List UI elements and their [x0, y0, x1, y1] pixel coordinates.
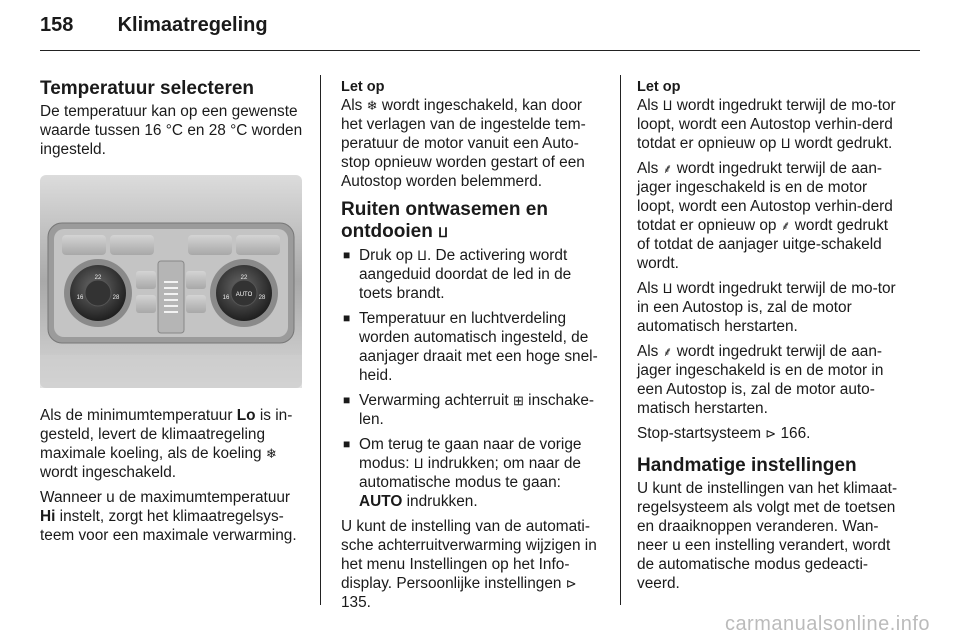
column-2 — [341, 78, 605, 618]
watermark: carmanualsonline.info — [724, 613, 930, 635]
seat-fan-icon: ⸙ — [780, 218, 791, 233]
stop-start-reference: Stop-startsysteem ⊳ 166. — [637, 425, 811, 442]
note-label: Let op — [341, 79, 385, 95]
defrost-icon: ⵡ — [780, 136, 791, 151]
right-dial-auto: AUTO — [235, 292, 253, 298]
note-fan-autostop: Als ⸙ wordt ingedrukt terwijl de aan-jager ingeschakeld is en de motor in een Autostop is, zal de motor auto-matisch herstarten. — [637, 343, 884, 417]
right-dial-high: 28 — [258, 295, 266, 301]
column-1 — [40, 78, 304, 551]
climate-panel-photo — [40, 175, 302, 388]
left-dial-low: 16 — [76, 295, 84, 301]
note-defrost-autostop: Als ⵡ wordt ingedrukt terwijl de mo-tor in een Autostop is, zal de motor automatisch herstarten. — [637, 280, 896, 335]
page-header — [40, 14, 268, 37]
column-divider-1 — [320, 75, 321, 605]
reference-arrow-icon: ⊳ — [565, 576, 577, 591]
defrost-icon: ⵡ — [413, 456, 424, 471]
defrost-icon: ⵡ — [438, 225, 448, 240]
list-item: ■ Verwarming achterruit ⊞ inschake-len. — [341, 391, 605, 429]
note-defrost-running: Als ⵡ wordt ingedrukt terwijl de mo-tor loopt, wordt een Autostop verhin-derd totdat er opnieuw op ⵡ wordt gedrukt. — [637, 97, 896, 152]
defrost-steps-list — [341, 246, 605, 511]
list-item: ■ Om terug te gaan naar de vorige modus: ⵡ indrukken; om naar de automatische modus te gaan: AUTO indrukken. — [341, 435, 605, 511]
hi-label: Hi — [40, 508, 56, 525]
chapter-title: Klimaatregeling — [117, 14, 268, 36]
defrost-icon: ⵡ — [662, 98, 673, 113]
list-item: ■ Temperatuur en luchtverdeling worden automatisch ingesteld, de aanjager draait met een hoge snel-heid. — [341, 309, 605, 385]
rear-window-heating-icon: ⊞ — [512, 393, 524, 408]
seat-fan-icon: ⸙ — [662, 344, 673, 359]
column-divider-2 — [620, 75, 621, 605]
lo-label: Lo — [236, 407, 256, 424]
note-fan-running: Als ⸙ wordt ingedrukt terwijl de aan-jager ingeschakeld is en de motor loopt, wordt een Autostop verhin-derd totdat er opnieuw op ⸙ wordt gedrukt of totdat de aanjager uitge-schakeld wordt. — [637, 160, 893, 272]
defrost-icon: ⵡ — [662, 281, 673, 296]
intro-text: De temperatuur kan op een gewenste waarde tussen 16 °C en 28 °C worden ingesteld. — [40, 103, 303, 158]
list-item: ■ Druk op ⵡ. De activering wordt aangeduid doordat de led in de toets brandt. — [341, 246, 605, 303]
defrost-icon: ⵡ — [417, 248, 427, 263]
right-dial-top: 22 — [240, 275, 248, 281]
column-3 — [637, 78, 905, 599]
reference-arrow-icon: ⊳ — [765, 426, 777, 441]
page-number: 158 — [40, 14, 74, 36]
snowflake-icon: ❄ — [265, 446, 277, 461]
seat-fan-icon: ⸙ — [662, 161, 673, 176]
climate-panel-illustration — [40, 175, 302, 388]
right-dial-low: 16 — [222, 295, 230, 301]
left-dial-high: 28 — [112, 295, 120, 301]
section-heading-temperature: Temperatuur selecteren — [40, 78, 255, 99]
note-ac-autostop: Als ❄ wordt ingeschakeld, kan door het verlagen van de ingestelde tem-peratuur de motor vanuit een Auto-stop opnieuw worden gestart of een Autostop worden belemmerd. — [341, 97, 586, 190]
section-heading-manual: Handmatige instellingen — [637, 455, 857, 476]
left-dial-top: 22 — [94, 275, 102, 281]
auto-label: AUTO — [359, 493, 403, 510]
note-label: Let op — [637, 79, 681, 95]
manual-settings-text: U kunt de instellingen van het klimaat-regelsysteem als volgt met de toetsen en draaiknoppen veranderen. Wan-neer u een instelling verandert, wordt de automatische modus gedeacti-veerd. — [637, 480, 898, 592]
paragraph-maximum-temperature: Wanneer u de maximumtemperatuur Hi instelt, zorgt het klimaatregelsys-teem voor een maximale verwarming. — [40, 489, 297, 544]
paragraph-rear-window-setting: U kunt de instelling van de automati-sche achterruitverwarming wijzigen in het menu Instellingen op het Info-display. Persoonlijke instellingen ⊳ 135. — [341, 518, 597, 611]
snowflake-icon: ❄ — [366, 98, 378, 113]
paragraph-minimum-temperature: Als de minimumtemperatuur Lo is in-gesteld, levert de klimaatregeling maximale koeling, als de koeling ❄ wordt ingeschakeld. — [40, 407, 293, 481]
header-rule — [40, 50, 920, 51]
section-heading-defrost: Ruiten ontwasemen en ontdooien ⵡ — [341, 199, 548, 242]
